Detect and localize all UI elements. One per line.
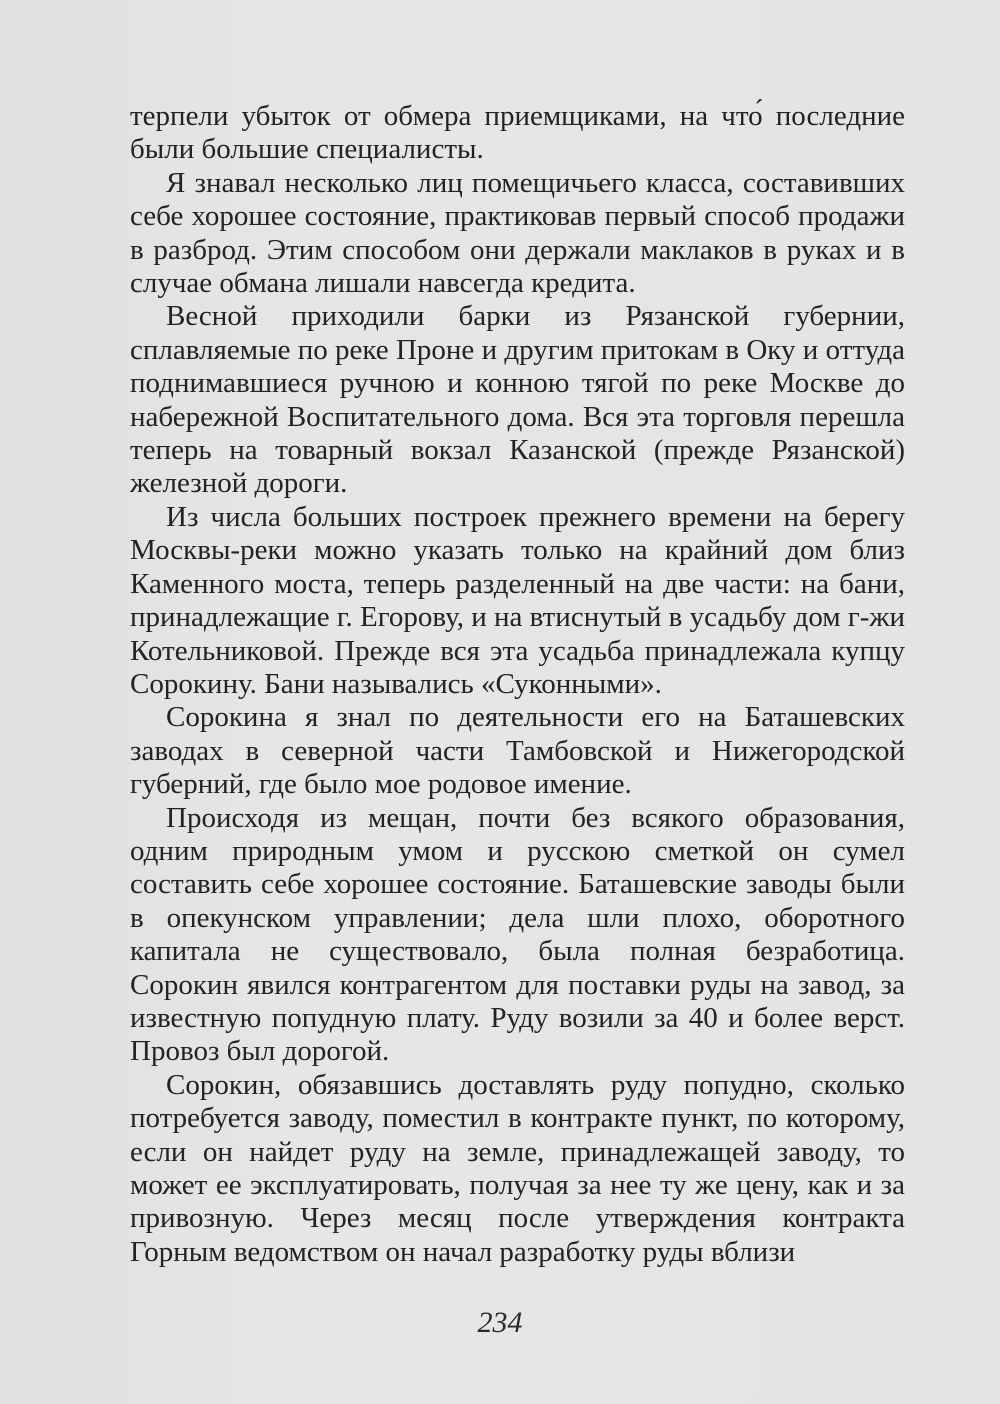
paragraph-6: Происходя из мещан, почти без всякого образования, одним природным умом и русскою сметкой он сумел составить себе хорошее состояние. Баташевские заводы были в опекунском управлении; дела шли плохо, оборотного капитала не существовало, была полная безработица. Сорокин явился контрагентом для поставки руды на завод, за известную попудную плату. Руду возили за 40 и более верст. Провоз был дорогой.: [130, 801, 905, 1068]
paragraph-5: Сорокина я знал по деятельности его на Баташевских заводах в северной части Тамбовской и Нижегородской губерний, где было мое родовое имение.: [130, 701, 905, 801]
paragraph-3: Весной приходили барки из Рязанской губернии, сплавляемые по реке Проне и другим притокам в Оку и оттуда поднимавшиеся ручною и конною тягой по реке Москве до набережной Воспитательного дома. Вся эта торговля перешла теперь на товарный вокзал Казанской (прежде Рязанской) железной дороги.: [130, 300, 905, 500]
paragraph-7: Сорокин, обязавшись доставлять руду попудно, сколько потребуется заводу, поместил в контракте пункт, по которому, если он найдет руду на земле, принадлежащей заводу, то может ее эксплуатировать, получая за нее ту же цену, как и за привозную. Через месяц после утверждения контракта Горным ведомством он начал разработку руды вблизи: [130, 1068, 905, 1268]
body-text: [130, 100, 905, 1269]
paragraph-2: Я знавал несколько лиц помещичьего класса, составивших себе хорошее состояние, практиковав первый способ продажи в разброд. Этим способом они держали маклаков в руках и в случае обмана лишали навсегда кредита.: [130, 166, 905, 300]
paragraph-4: Из числа больших построек прежнего времени на берегу Москвы-реки можно указать только на крайний дом близ Каменного моста, теперь разделенный на две части: на бани, принадлежащие г. Егорову, и на втиснутый в усадьбу дом г-жи Котельниковой. Прежде вся эта усадьба принадлежала купцу Сорокину. Бани назывались «Суконными».: [130, 500, 905, 700]
paragraph-1: терпели убыток от обмера приемщиками, на что́ последние были большие специалисты.: [130, 100, 905, 166]
page-number: 234: [477, 1306, 523, 1339]
